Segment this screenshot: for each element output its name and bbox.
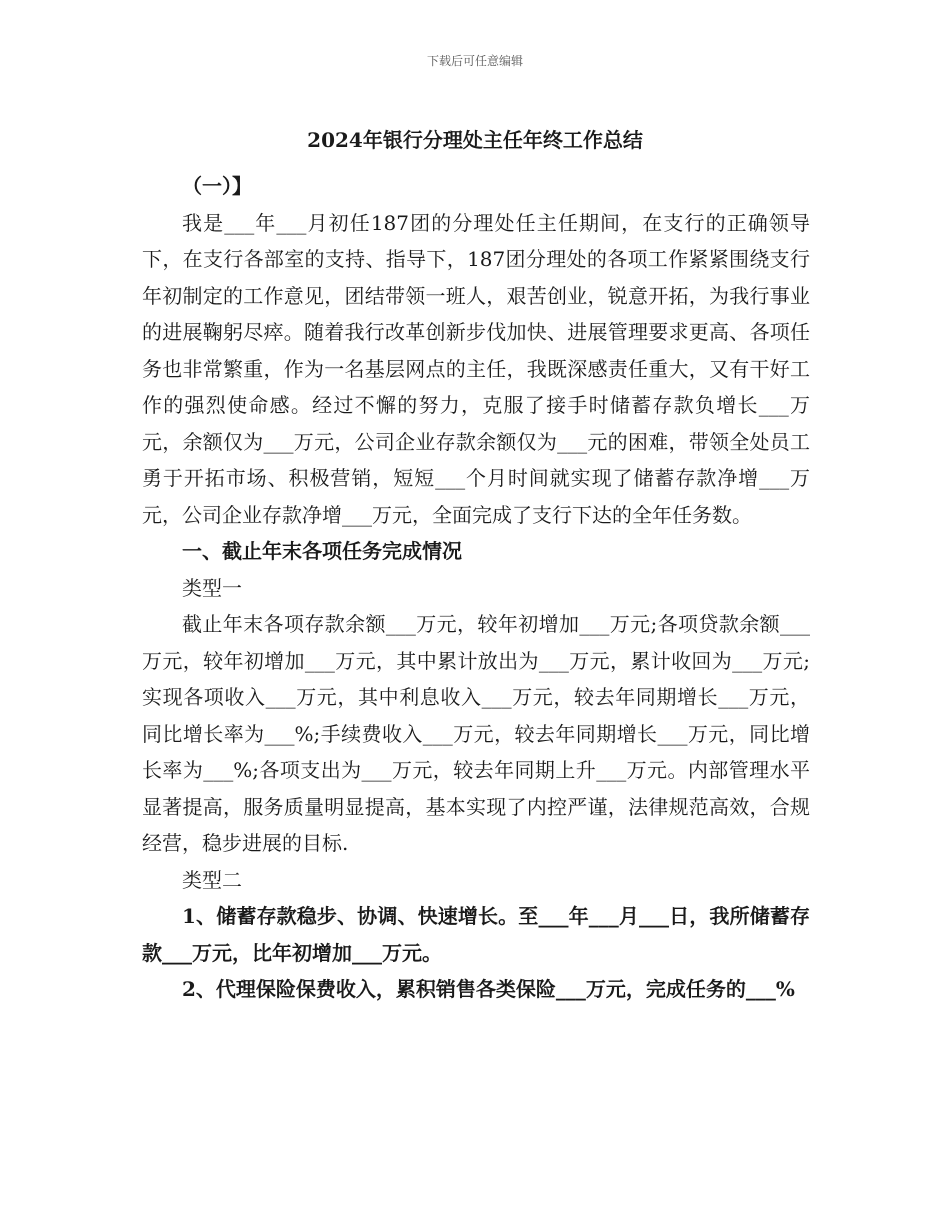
section-heading-completion: 一、截止年末各项任务完成情况 bbox=[182, 539, 462, 563]
item-savings-deposit: 1、储蓄存款稳步、协调、快速增长。至___年___月___日，我所储蓄存款___万元，比年初增加___万元。 bbox=[142, 904, 810, 965]
type-two-label: 类型二 bbox=[182, 867, 242, 892]
page-header-note: 下载后可任意编辑 bbox=[426, 54, 523, 68]
document-title: 2024年银行分理处主任年终工作总结 bbox=[307, 128, 643, 152]
document-body bbox=[142, 168, 810, 1008]
item-insurance-premium: 2、代理保险保费收入，累积销售各类保险___万元，完成任务的___% bbox=[182, 977, 795, 1001]
type-one-paragraph: 截止年末各项存款余额___万元，较年初增加___万元;各项贷款余额___万元，较年初增加___万元，其中累计放出为___万元，累计收回为___万元;实现各项收入___万元，其中利息收入___万元，较去年同期增长___万元，同比增长率为___%;手续费收入___万元，较去年同期增长___万元，同比增长率为___%;各项支出为___万元，较去年同期上升___万元。内部管理水平显著提高，服务质量明显提高，基本实现了内控严谨，法律规范高效，合规经营，稳步进展的目标. bbox=[142, 612, 810, 855]
intro-paragraph: 我是___年___月初任187团的分理处任主任期间，在支行的正确领导下，在支行各部室的支持、指导下，187团分理处的各项工作紧紧围绕支行年初制定的工作意见，团结带领一班人，艰苦创业，锐意开拓，为我行事业的进展鞠躬尽瘁。随着我行改革创新步伐加快、进展管理要求更高、各项任务也非常繁重，作为一名基层网点的主任，我既深感责任重大，又有干好工作的强烈使命感。经过不懈的努力，克服了接手时储蓄存款负增长___万元，余额仅为___万元，公司企业存款余额仅为___元的困难，带领全处员工勇于开拓市场、积极营销，短短___个月时间就实现了储蓄存款净增___万元，公司企业存款净增___万元，全面完成了支行下达的全年任务数。 bbox=[142, 210, 810, 527]
section-marker: （一）】 bbox=[182, 174, 252, 198]
type-one-label: 类型一 bbox=[182, 575, 242, 600]
